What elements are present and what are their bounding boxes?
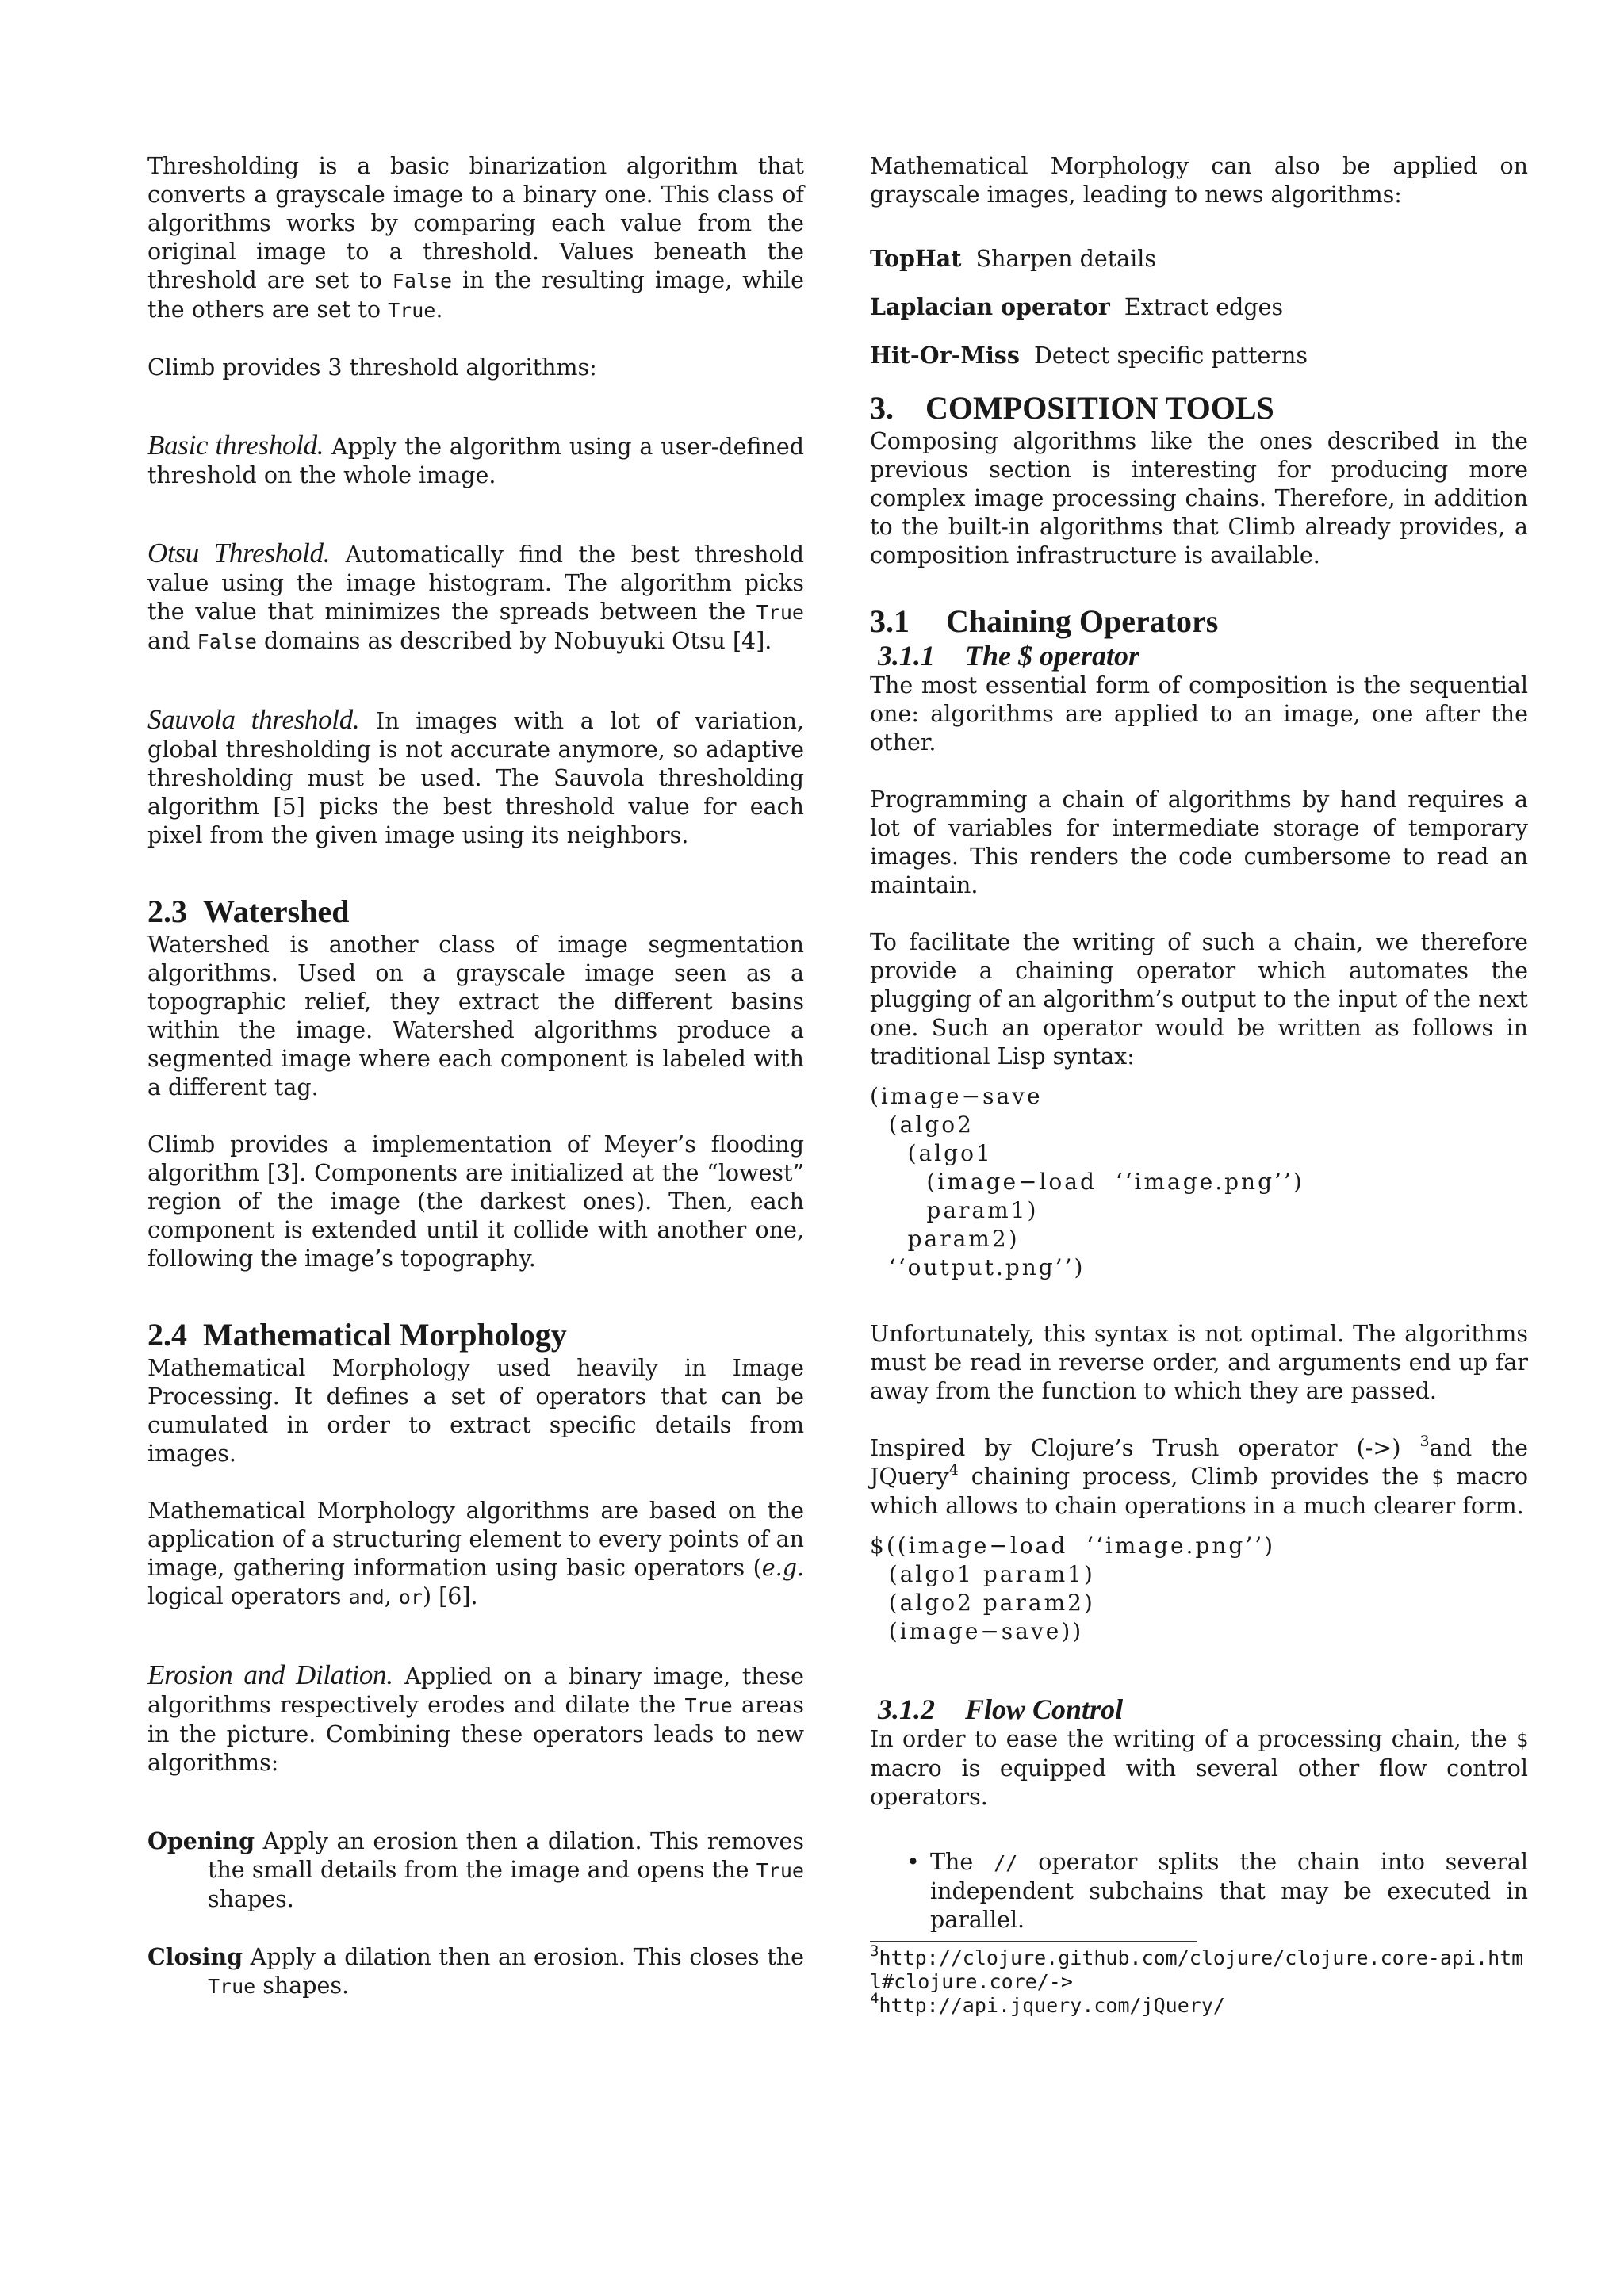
morphology-paragraph-1: Mathematical Morphology used heavily in Image Processing. It defines a set of operators that can be cumulated in order to extract specific details from images.	[147, 1355, 804, 1467]
footnote-3: $^3$http://clojure.github.com/clojure/clojure.core-api.html#clojure.core/->	[870, 1942, 1524, 1993]
hit-or-miss-item: Hit-Or-Miss Detect specific patterns	[870, 342, 1308, 369]
basic-threshold-heading: Basic threshold.	[147, 430, 324, 461]
opening-item: Opening Apply an erosion then a dilation. This removes the small details from the image and opens the True shapes.	[147, 1827, 804, 1912]
erosion-dilation-paragraph: Erosion and Dilation. Applied on a binary image, these algorithms respectively erodes and dilate the True areas in the picture. Combining these operators leads to new algorithms:	[147, 1659, 805, 1776]
tophat-item: TopHat Sharpen details	[870, 245, 1156, 272]
threshold-list-intro: Climb provides 3 threshold algorithms:	[147, 354, 597, 381]
section-composition-heading: 3. COMPOSITION TOOLS	[870, 390, 1274, 426]
otsu-threshold-heading: Otsu Threshold.	[147, 538, 331, 568]
left-column	[147, 152, 804, 2001]
dollar-paragraph-2: Programming a chain of algorithms by hand requires a lot of variables for intermediate storage of temporary images. This renders the code cumbersome to read an maintain.	[870, 786, 1528, 898]
closing-item: Closing Apply a dilation then an erosion. This closes the True shapes.	[147, 1943, 804, 1999]
thresholding-paragraph: Thresholding is a basic binarization algorithm that converts a grayscale image to a binary one. This class of algorithms works by comparing each value from the original image to a threshold. Values beneath the threshold are set to False in the resulting image, while the others are set to True.	[147, 153, 805, 323]
right-column	[870, 152, 1528, 2018]
section-morphology-heading: 2.4 Mathematical Morphology	[147, 1317, 567, 1353]
erosion-dilation-heading: Erosion and Dilation.	[147, 1659, 393, 1690]
composition-paragraph: Composing algorithms like the ones described in the previous section is interesting for producing more complex image processing chains. Therefore, in addition to the built-in algorithms that Climb already provides, a composition infrastructure is available.	[870, 428, 1528, 568]
otsu-threshold-paragraph: Otsu Threshold. Automatically find the best threshold value using the image histogram. The algorithm picks the value that minimizes the spreads between the True and False domains as described by Nobuyuki Otsu [4].	[147, 538, 805, 654]
dollar-code-listing: $((image−load ‘‘image.png’’) (algo1 param1) (algo2 param2) (image−save))	[870, 1533, 1276, 1644]
basic-threshold-paragraph: Basic threshold. Apply the algorithm using a user-defined threshold on the whole image.	[147, 430, 804, 488]
watershed-paragraph-2: Climb provides a implementation of Meyer’s flooding algorithm [3]. Components are initialized at the “lowest” region of the image (the darkest ones). Then, each component is extended until it collide with another one, following the image’s topography.	[147, 1131, 804, 1272]
footnote-divider	[870, 1941, 1197, 1942]
flow-control-bullet-parallel: • The // operator splits the chain into several independent subchains that may be executed in parallel.	[906, 1849, 1528, 1933]
bullet-icon: •	[906, 1849, 920, 1875]
morphology-paragraph-2: Mathematical Morphology algorithms are based on the application of a structuring element to every points of an image, gathering information using basic operators (e.g. logical operators and, or) [6].	[147, 1498, 804, 1609]
dollar-paragraph-1: The most essential form of composition is the sequential one: algorithms are applied to an image, one after the other.	[870, 672, 1528, 756]
subsection-chaining-heading: 3.1 Chaining Operators	[870, 603, 1219, 639]
sauvola-threshold-paragraph: Sauvola threshold. In images with a lot of variation, global thresholding is not accurate anymore, so adaptive thresholding must be used. The Sauvola thresholding algorithm [5] picks the best threshold value for each pixel from the given image using its neighbors.	[147, 704, 804, 848]
laplacian-item: Laplacian operator Extract edges	[870, 293, 1284, 320]
sauvola-threshold-heading: Sauvola threshold.	[147, 704, 360, 735]
subsubsection-flow-control-heading: 3.1.2 Flow Control	[878, 1693, 1124, 1725]
footnote-4: $^4$http://api.jquery.com/jQuery/	[870, 1989, 1225, 2017]
flow-control-paragraph: In order to ease the writing of a processing chain, the $ macro is equipped with several other flow control operators.	[870, 1726, 1528, 1810]
grayscale-morphology-intro: Mathematical Morphology can also be applied on grayscale images, leading to news algorithms:	[870, 153, 1528, 208]
lisp-code-listing: (image−save (algo2 (algo1 (image−load ‘‘image.png’’) param1) param2) ‘‘output.png’’)	[870, 1083, 1304, 1280]
dollar-paragraph-4: Unfortunately, this syntax is not optimal. The algorithms must be read in reverse order, and arguments end up far away from the function to which they are passed.	[870, 1321, 1528, 1404]
dollar-paragraph-5: Inspired by Clojure’s Trush operator (->) $^3$and the JQuery$^4$ chaining process, Climb provides the $ macro which allows to chain operations in a much clearer form.	[870, 1432, 1528, 1519]
watershed-paragraph-1: Watershed is another class of image segmentation algorithms. Used on a grayscale image seen as a topographic relief, they extract the different basins within the image. Watershed algorithms produce a segmented image where each component is labeled with a different tag.	[147, 932, 804, 1100]
subsubsection-dollar-heading: 3.1.1 The $ operator	[878, 640, 1139, 672]
dollar-paragraph-3: To facilitate the writing of such a chain, we therefore provide a chaining operator which automates the plugging of an algorithm’s output to the input of the next one. Such an operator would be written as follows in traditional Lisp syntax:	[870, 929, 1528, 1070]
section-watershed-heading: 2.3 Watershed	[147, 894, 350, 929]
